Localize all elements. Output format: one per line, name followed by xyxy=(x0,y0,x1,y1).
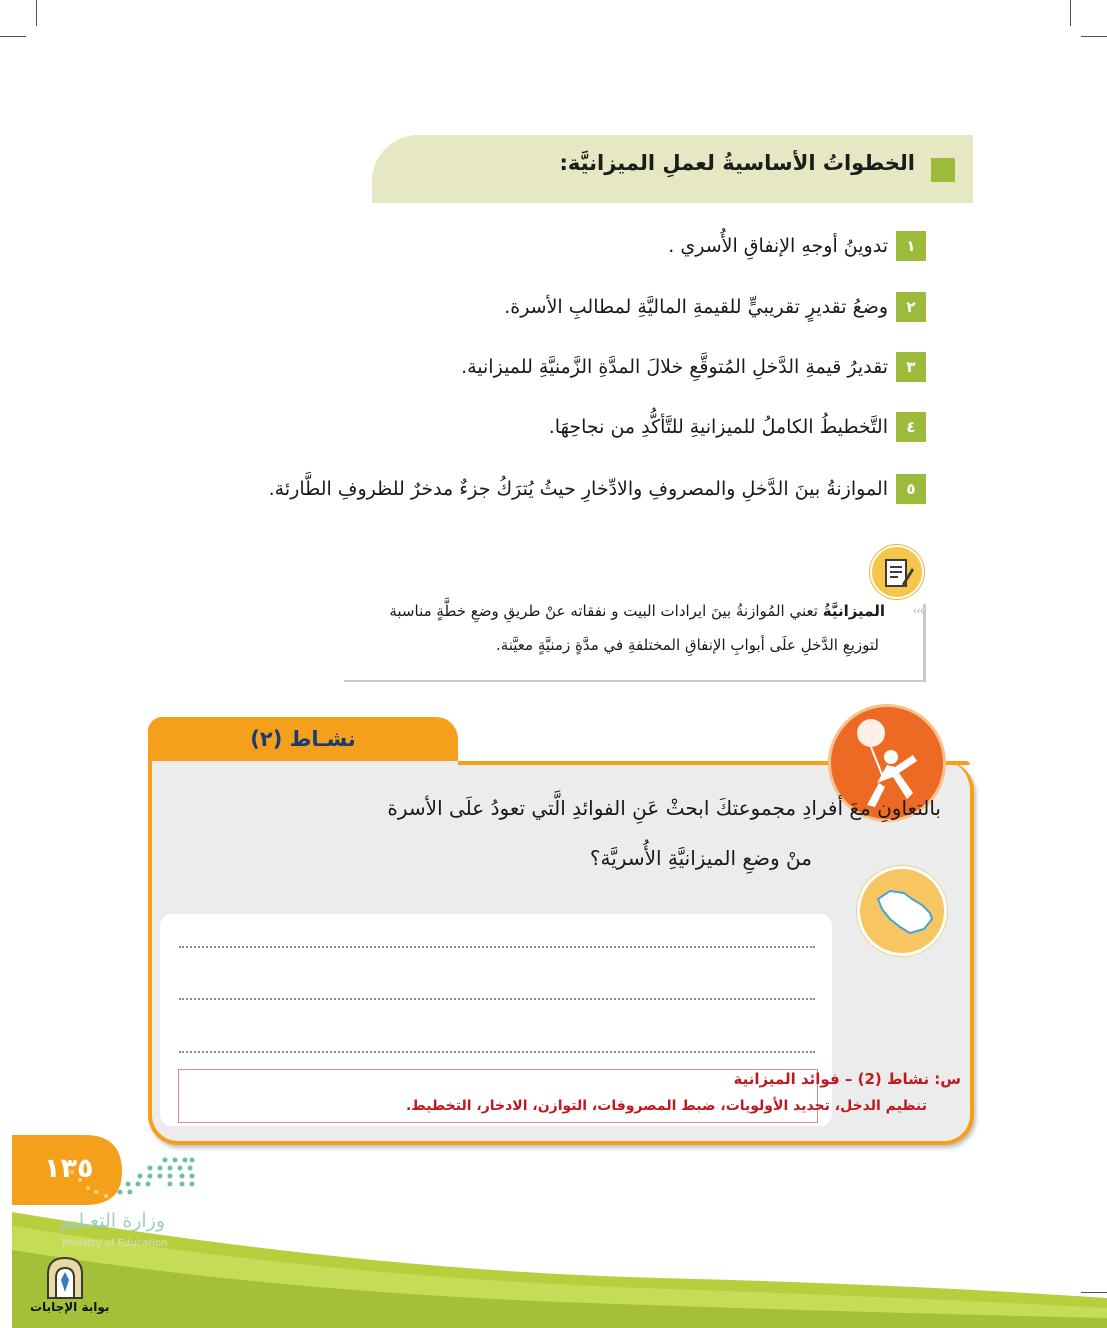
step-text: التَّخطيطُ الكاملُ للميزانيةِ للتَّأكُّدِ من نجاحِهَا. xyxy=(548,416,888,438)
note-arrows: ››› xyxy=(912,604,923,617)
section-title: الخطواتُ الأساسيةُ لعملِ الميزانيَّة: xyxy=(559,151,915,175)
answer-line-3 xyxy=(179,1051,815,1053)
step-4 xyxy=(549,412,926,442)
answer-line-1 xyxy=(179,946,815,948)
gate-logo-icon xyxy=(44,1254,86,1300)
page-number: ١٣٥ xyxy=(44,1153,94,1184)
definition-line-2: لتوزيعِ الدَّخلِ علَى أبوابِ الإنفاقِ المختلفةِ في مدَّةٍ زمنيَّةٍ معيَّنة. xyxy=(495,636,879,654)
step-number: ٣ xyxy=(896,352,926,382)
activity-label: نشـاط (٢) xyxy=(250,727,356,751)
step-number: ٥ xyxy=(896,474,926,504)
definition-note xyxy=(344,604,926,682)
definition-text: تعني المُوازنةُ بينَ ايرادات البيت و نفقاته عنْ طريقِ وضعِ خطَّةٍ مناسبة xyxy=(389,602,818,620)
activity-question-line-2: منْ وضعِ الميزانيَّةِ الأُسريَّة؟ xyxy=(589,846,812,870)
crop-mark xyxy=(0,36,26,37)
footer-decoration xyxy=(0,1130,1107,1328)
crop-mark xyxy=(1070,0,1071,26)
site-label: بوابة الإجابات xyxy=(30,1300,110,1314)
ministry-name-english: Ministry of Education xyxy=(62,1238,168,1249)
definition-line-1 xyxy=(389,602,885,620)
step-1 xyxy=(668,231,926,261)
saudi-map-icon xyxy=(857,866,947,956)
step-3 xyxy=(461,352,926,382)
step-number: ١ xyxy=(896,231,926,261)
step-text: وضعُ تقديرٍ تقريبيٍّ للقيمةِ الماليَّةِ لمطالبِ الأسرة. xyxy=(504,296,888,318)
step-number: ٤ xyxy=(896,412,926,442)
section-bullet-square xyxy=(931,158,955,182)
answer-text: تنظيم الدخل، تحديد الأولويات، ضبط المصروفات، التوازن، الادخار، التخطيط. xyxy=(405,1098,927,1114)
step-number: ٢ xyxy=(896,292,926,322)
step-text: تدوينُ أوجهِ الإنفاقِ الأُسري . xyxy=(668,235,888,257)
answer-question: س: نشاط (2) – فوائد الميزانية xyxy=(733,1070,961,1088)
step-text: تقديرُ قيمةِ الدَّخلِ المُتوقَّعِ خلالَ المدَّةِ الزَّمنيَّةِ للميزانية. xyxy=(461,356,888,378)
crop-mark xyxy=(36,0,37,26)
step-2 xyxy=(504,292,926,322)
answer-line-2 xyxy=(179,998,815,1000)
definition-term: الميزانيَّةُ xyxy=(822,602,885,620)
step-text: الموازنةُ بينَ الدَّخلِ والمصروفِ والادِّخارِ حيثُ يُترَكُ جزءٌ مدخرٌ للظروفِ الطَّارئة. xyxy=(268,478,888,500)
crop-mark xyxy=(1081,36,1107,37)
step-5 xyxy=(269,474,926,504)
section-header xyxy=(372,135,973,203)
ministry-name-arabic: وزارة التعـليم xyxy=(60,1210,166,1232)
notebook-icon xyxy=(870,545,924,599)
activity-question-line-1: بالتعاونِ معَ أفرادِ مجموعتكَ ابحثْ عَنِ الفوائدِ الَّتي تعودُ علَى الأسرة xyxy=(387,796,941,820)
answer-overlay-box xyxy=(178,1069,818,1123)
